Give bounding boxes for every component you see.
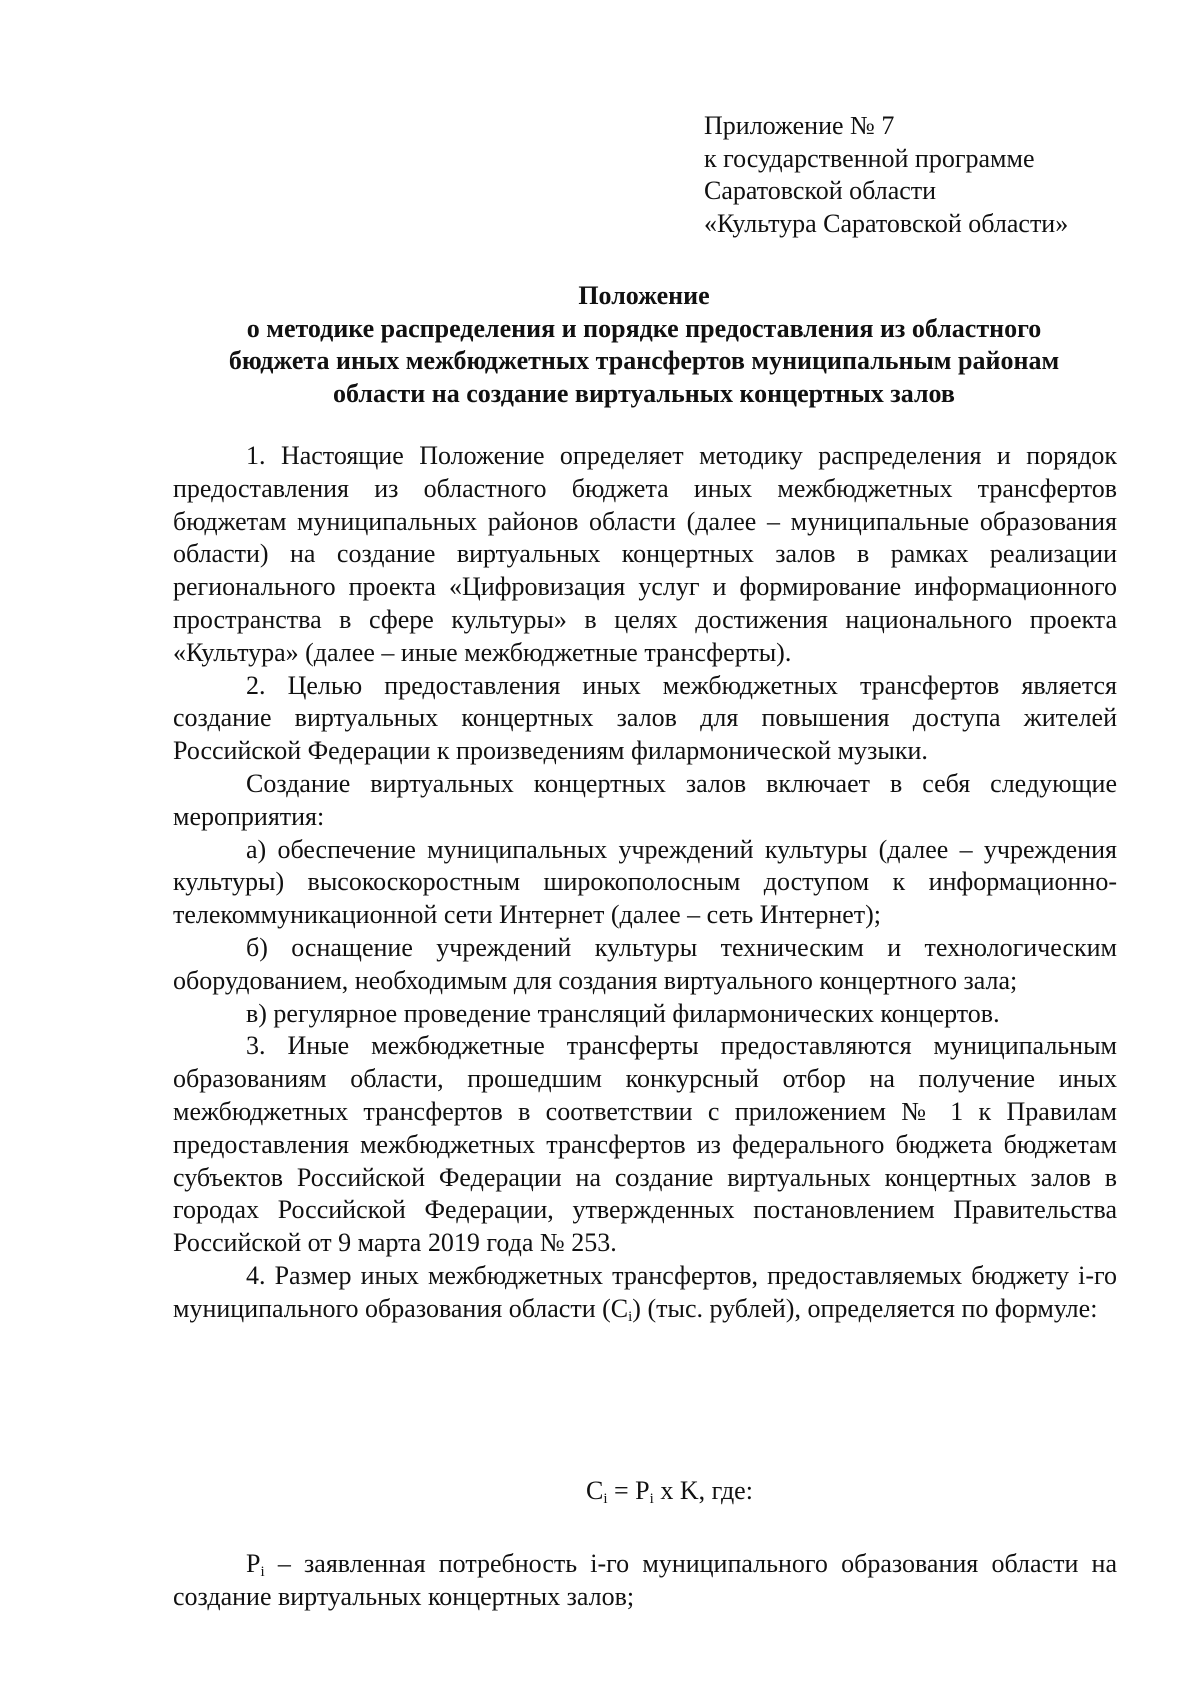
appendix-line: Приложение № 7 [704,111,895,140]
paragraph-item-a: а) обеспечение муниципальных учреждений культуры (далее – учреждения культуры) высокоскоростным широкополосным доступом к информационно-телекоммуникационной сети Интернет (далее – сеть Интернет); [173,834,1117,930]
paragraph-4-text-a: 4. Размер иных межбюджетных трансфертов, предоставляемых бюджету i-го муниципального образования области (C [173,1260,1117,1323]
appendix-line: Саратовской области [704,176,937,205]
paragraph-4-text-b: ) (тыс. рублей), определяется по формуле: [632,1293,1098,1323]
title-line: Положение [578,281,710,310]
formula-eq: = P [607,1476,650,1505]
title-line: бюджета иных межбюджетных трансфертов муниципальным районам [228,346,1060,375]
definition-pi [173,1548,1117,1614]
formula-c-subscript: i [603,1491,608,1507]
paragraph-2: 2. Целью предоставления иных межбюджетных трансфертов является создание виртуальных концертных залов для повышения доступа жителей Российской Федерации к произведениям филармонической музыки. [173,670,1117,766]
paragraph-4-section [173,1260,1117,1326]
formula-p-subscript: i [649,1491,654,1507]
formula-c: C [586,1476,604,1505]
document-body [173,440,1117,1326]
paragraph-item-b: б) оснащение учреждений культуры техническим и технологическим оборудованием, необходимым для создания виртуального концертного зала; [173,932,1117,995]
appendix-header [704,110,1068,240]
definition-symbol: P [246,1549,261,1578]
paragraph-4-subscript: i [628,1308,633,1325]
definition-text: – заявленная потребность i-го муниципального образования области на создание виртуальных концертных залов; [173,1549,1117,1611]
appendix-line: к государственной программе [704,143,1035,173]
document-title [170,280,1118,410]
formula [586,1475,753,1507]
paragraph-3: Создание виртуальных концертных залов включает в себя следующие мероприятия: [173,768,1117,831]
paragraph-3-section: 3. Иные межбюджетные трансферты предоставляются муниципальным образованиям области, прошедшим конкурсный отбор на получение иных межбюджетных трансфертов в соответствии с приложением № 1 к Правилам предоставления межбюджетных трансфертов из федерального бюджета бюджетам субъектов Российской Федерации на создание виртуальных концертных залов в городах Российской Федерации, утвержденных постановлением Правительства Российской от 9 марта 2019 года № 253. [173,1031,1117,1258]
paragraph-item-c: в) регулярное проведение трансляций филармонических концертов. [246,998,1000,1028]
title-line: о методике распределения и порядке предоставления из областного [246,313,1042,343]
title-line: области на создание виртуальных концертных залов [333,378,955,408]
definition-subscript: i [260,1564,265,1580]
definitions [173,1548,1117,1614]
formula-rest: x K, где: [653,1476,753,1505]
paragraph-1: 1. Настоящие Положение определяет методику распределения и порядок предоставления из областного бюджета иных межбюджетных трансфертов бюджетам муниципальных районов области (далее – муниципальные образования области) на создание виртуальных концертных залов в рамках реализации регионального проекта «Цифровизация услуг и формирование информационного пространства в сфере культуры» в целях достижения национального проекта «Культура» (далее – иные межбюджетные трансферты). [173,441,1117,667]
appendix-line: «Культура Саратовской области» [704,208,1069,238]
